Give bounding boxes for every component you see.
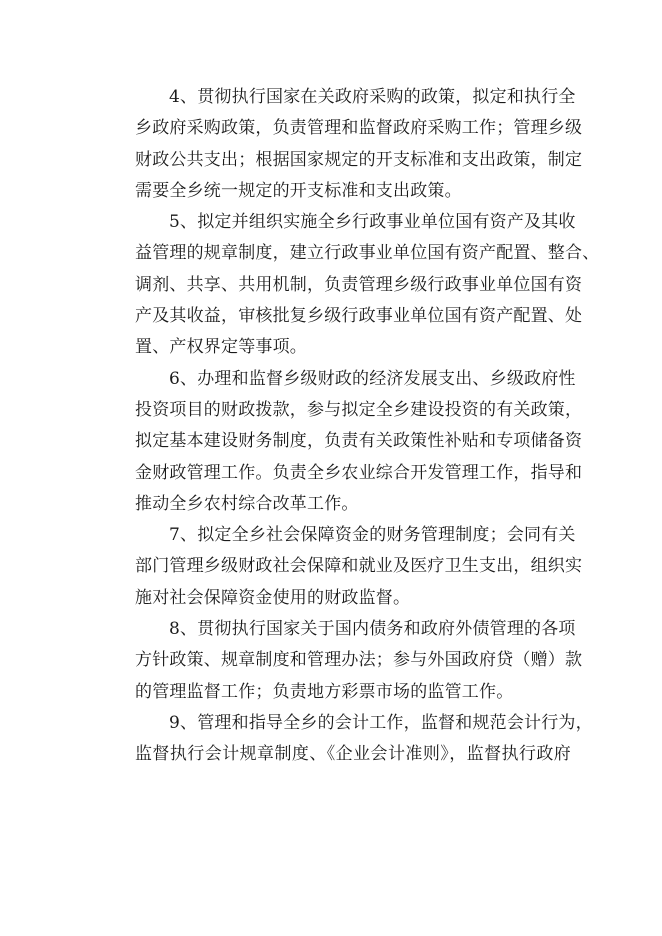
- text-line: 需要全乡统一规定的开支标准和支出政策。: [135, 180, 462, 201]
- text-line: 乡政府采购政策，负责管理和监督政府采购工作；管理乡级: [135, 118, 583, 139]
- paragraph-item-5: [101, 207, 600, 363]
- text-line: 方针政策、规章制度和管理办法；参与外国政府贷（赠）款: [135, 650, 583, 671]
- text-line: 部门管理乡级财政社会保障和就业及医疗卫生支出，组织实: [135, 556, 583, 577]
- text-line: 投资项目的财政拨款，参与拟定全乡建设投资的有关政策，: [135, 399, 583, 420]
- paragraph-item-9: [101, 708, 593, 771]
- paragraph-item-8: [101, 614, 583, 708]
- text-line: 7、拟定全乡社会保障资金的财务管理制度；会同有关: [169, 525, 576, 546]
- text-line: 8、贯彻执行国家关于国内债务和政府外债管理的各项: [169, 619, 576, 640]
- text-line: 监督执行会计规章制度、《企业会计准则》，监督执行政府: [135, 744, 571, 765]
- text-line: 9、管理和指导全乡的会计工作，监督和规范会计行为，: [169, 712, 593, 733]
- text-line: 4、贯彻执行国家在关政府采购的政策，拟定和执行全: [169, 87, 576, 107]
- text-line: 调剂、共享、共用机制，负责管理乡级行政事业单位国有资: [135, 274, 583, 295]
- text-line: 6、办理和监督乡级财政的经济发展支出、乡级政府性: [169, 368, 576, 389]
- text-line: 的管理监督工作；负责地方彩票市场的监管工作。: [135, 681, 514, 702]
- paragraph-item-4: [101, 82, 583, 207]
- document-body: [101, 82, 600, 771]
- text-line: 置、产权界定等事项。: [135, 337, 307, 358]
- text-line: 财政公共支出；根据国家规定的开支标准和支出政策，制定: [135, 149, 583, 170]
- text-line: 产及其收益，审核批复乡级行政事业单位国有资产配置、处: [135, 306, 583, 327]
- paragraph-item-6: [101, 364, 583, 520]
- text-line: 推动全乡农村综合改革工作。: [135, 493, 359, 514]
- text-line: 拟定基本建设财务制度，负责有关政策性补贴和专项储备资: [135, 431, 583, 452]
- text-line: 5、拟定并组织实施全乡行政事业单位国有资产及其收: [169, 212, 576, 233]
- text-line: 金财政管理工作。负责全乡农业综合开发管理工作，指导和: [135, 462, 583, 483]
- text-line: 施对社会保障资金使用的财政监督。: [135, 587, 411, 608]
- paragraph-item-7: [101, 520, 583, 614]
- text-line: 益管理的规章制度，建立行政事业单位国有资产配置、整合、: [135, 243, 600, 264]
